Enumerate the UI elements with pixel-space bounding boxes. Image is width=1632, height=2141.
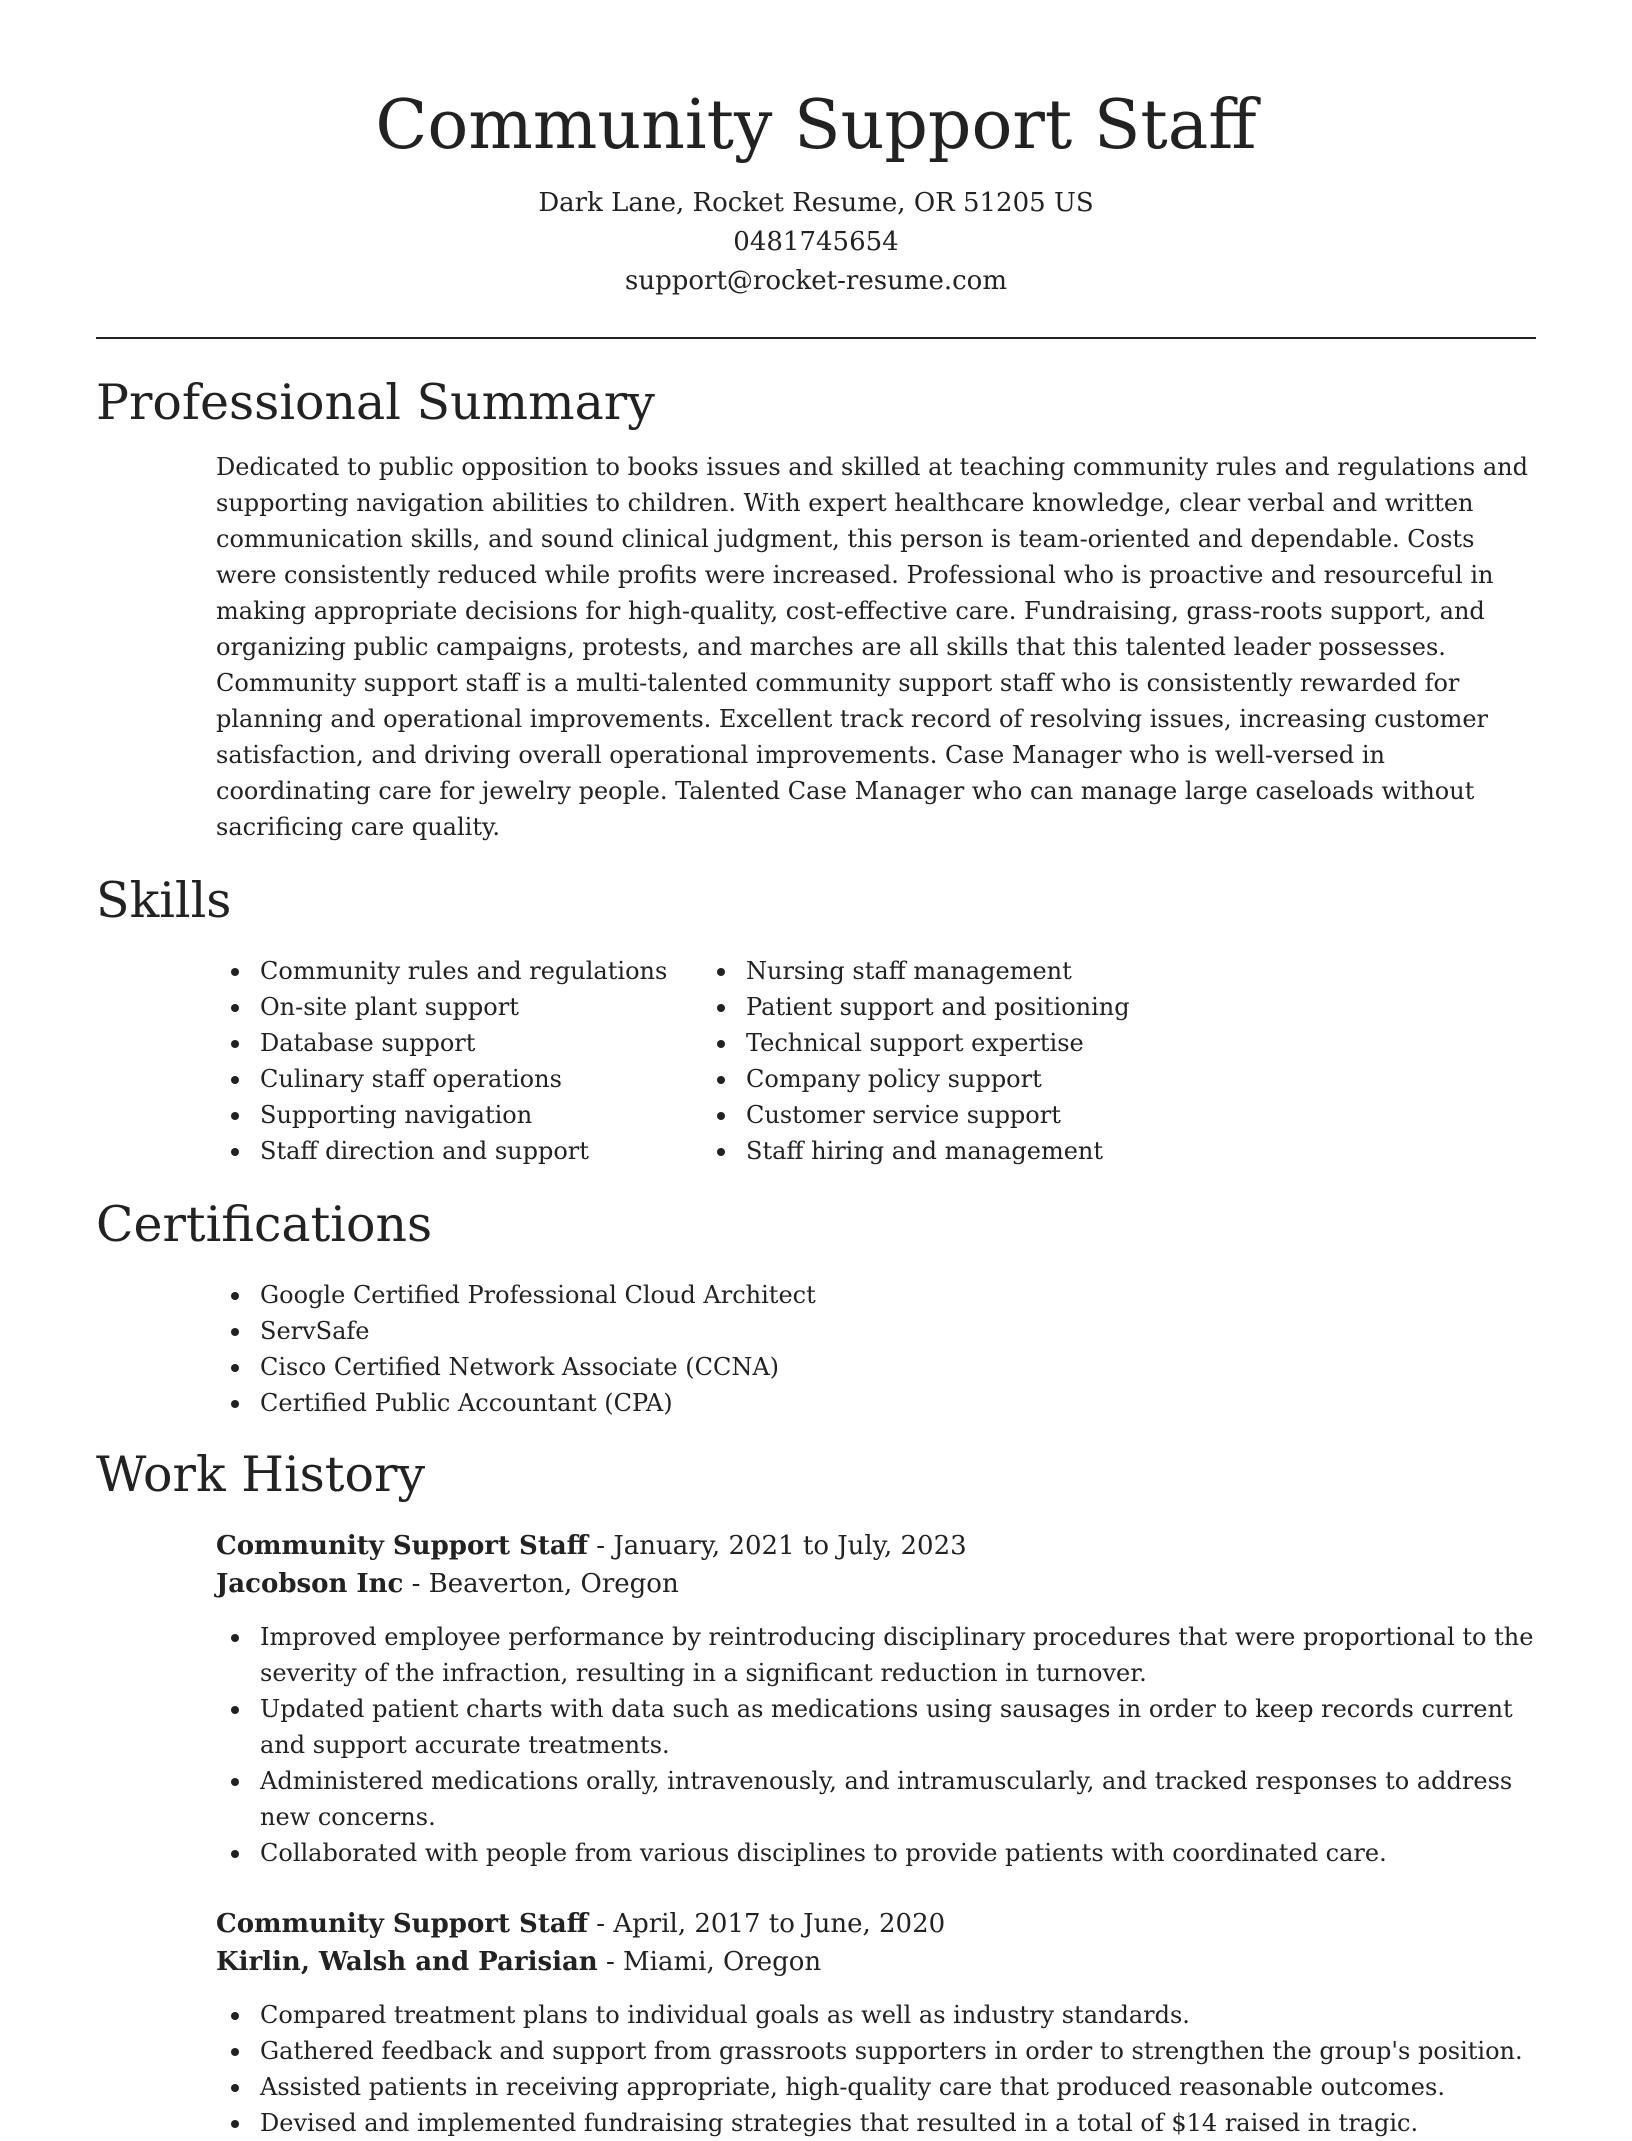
job-company-line	[216, 1943, 1536, 1981]
job-duty: Assisted patients in receiving appropriate, high-quality care that produced reasonable outcomes.	[260, 2069, 1536, 2105]
work-history-heading: Work History	[96, 1446, 426, 1503]
job-company-line	[216, 1565, 1536, 1603]
summary-heading: Professional Summary	[96, 374, 655, 431]
certification-item: Cisco Certified Network Associate (CCNA)	[260, 1349, 1536, 1385]
skill-item: Patient support and positioning	[746, 989, 1130, 1025]
skill-item: Database support	[260, 1025, 746, 1061]
certifications-section	[96, 1195, 1536, 1421]
job-title-line	[216, 1527, 1536, 1565]
job-entry	[216, 1527, 1536, 1871]
skills-left-column	[96, 953, 746, 1169]
work-history-section	[96, 1445, 1536, 2141]
job-location: - Beaverton, Oregon	[403, 1569, 679, 1599]
skill-item: Company policy support	[746, 1061, 1130, 1097]
summary-section	[96, 373, 1536, 845]
contact-email: support@rocket-resume.com	[624, 266, 1007, 296]
job-title-line	[216, 1905, 1536, 1943]
certification-item: Certified Public Accountant (CPA)	[260, 1385, 1536, 1421]
skill-item: Community rules and regulations	[260, 953, 746, 989]
job-dates: - January, 2021 to July, 2023	[588, 1531, 967, 1561]
certification-item: Google Certified Professional Cloud Architect	[260, 1277, 1536, 1313]
job-duty: Updated patient charts with data such as medications using sausages in order to keep records current and support accurate treatments.	[260, 1691, 1536, 1763]
summary-text: Dedicated to public opposition to books issues and skilled at teaching community rules and regulations and supporting navigation abilities to children. With expert healthcare knowledge, clear verbal and written communication skills, and sound clinical judgment, this person is team-oriented and dependable. Costs were consistently reduced while profits were increased. Professional who is proactive and resourceful in making appropriate decisions for high-quality, cost-effective care. Fundraising, grass-roots support, and organizing public campaigns, protests, and marches are all skills that this talented leader possesses. Community support staff is a multi-talented community support staff who is consistently rewarded for planning and operational improvements. Excellent track record of resolving issues, increasing customer satisfaction, and driving overall operational improvements. Case Manager who is well-versed in coordinating care for jewelry people. Talented Case Manager who can manage large caseloads without sacrificing care quality.	[216, 453, 1528, 841]
skills-list-right	[746, 953, 1130, 1169]
job-duty: Compared treatment plans to individual goals as well as industry standards.	[260, 1997, 1536, 2033]
job-role: Community Support Staff	[216, 1909, 589, 1939]
certification-item: ServSafe	[260, 1313, 1536, 1349]
resume-name: Community Support Staff	[375, 86, 1257, 165]
job-duties-list	[216, 1997, 1536, 2141]
skill-item: Nursing staff management	[746, 953, 1130, 989]
certifications-list	[96, 1277, 1536, 1421]
skill-item: On-site plant support	[260, 989, 746, 1025]
skill-item: Staff direction and support	[260, 1133, 746, 1169]
skill-item: Technical support expertise	[746, 1025, 1130, 1061]
skills-heading: Skills	[96, 872, 232, 929]
certifications-heading: Certifications	[96, 1196, 433, 1253]
contact-phone: 0481745654	[733, 227, 899, 257]
job-duty: Gathered feedback and support from grassroots supporters in order to strengthen the group's position.	[260, 2033, 1536, 2069]
job-company: Kirlin, Walsh and Parisian	[216, 1947, 598, 1977]
job-dates: - April, 2017 to June, 2020	[588, 1909, 946, 1939]
skill-item: Supporting navigation	[260, 1097, 746, 1133]
header-divider	[96, 337, 1536, 339]
skill-item: Staff hiring and management	[746, 1133, 1130, 1169]
skills-list-left	[96, 953, 746, 1169]
job-location: - Miami, Oregon	[597, 1947, 822, 1977]
skills-section	[96, 871, 1536, 1169]
job-duty: Improved employee performance by reintroducing disciplinary procedures that were proportional to the severity of the infraction, resulting in a significant reduction in turnover.	[260, 1619, 1536, 1691]
skills-columns	[96, 953, 1536, 1169]
skills-right-column	[746, 953, 1130, 1169]
contact-address: Dark Lane, Rocket Resume, OR 51205 US	[538, 188, 1094, 218]
job-duty: Administered medications orally, intravenously, and intramuscularly, and tracked responses to address new concerns.	[260, 1763, 1536, 1835]
job-entry	[216, 1905, 1536, 2141]
skill-item: Customer service support	[746, 1097, 1130, 1133]
resume-page	[96, 0, 1536, 2141]
job-role: Community Support Staff	[216, 1531, 589, 1561]
job-duty: Collaborated with people from various disciplines to provide patients with coordinated care.	[260, 1835, 1536, 1871]
job-duties-list	[216, 1619, 1536, 1871]
contact-info	[96, 184, 1536, 301]
job-company: Jacobson Inc	[216, 1569, 404, 1599]
skill-item: Culinary staff operations	[260, 1061, 746, 1097]
job-duty: Devised and implemented fundraising strategies that resulted in a total of $14 raised in tragic.	[260, 2105, 1536, 2141]
